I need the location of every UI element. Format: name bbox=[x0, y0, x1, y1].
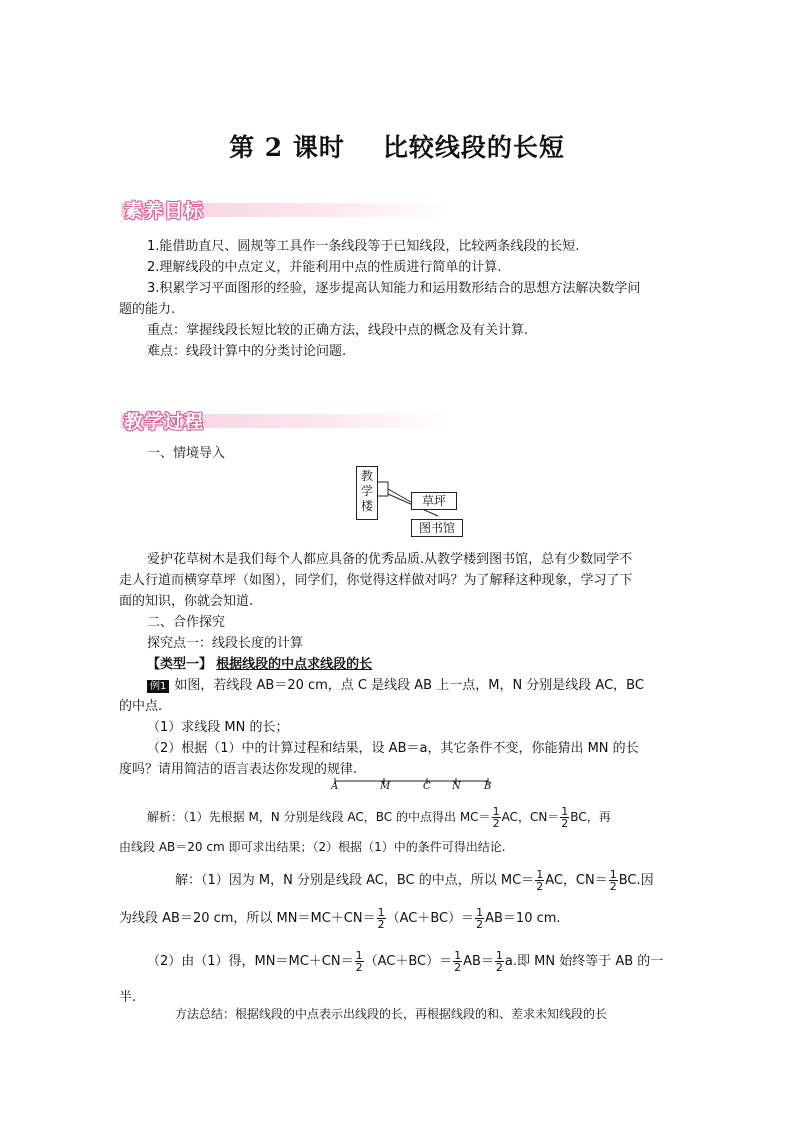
section-heading: 一、情境导入 bbox=[147, 446, 226, 461]
point-label-n: N bbox=[452, 781, 461, 792]
solution-line: 为线段 AB＝20 cm，所以 MN＝MC＋CN＝ $\frac{1}{2}$ （AC＋BC）＝ $\frac{1}{2}$ AB＝10 cm. bbox=[119, 906, 561, 931]
point-label-a: A bbox=[331, 781, 339, 792]
question-2: （2）根据（1）中的计算过程和结果，设 AB＝a，其它条件不变，你能猜出 MN 的长 bbox=[147, 741, 639, 756]
page-title: 第 2 课时 比较线段的长短 bbox=[229, 133, 565, 162]
process-banner bbox=[121, 410, 451, 434]
solution-line: 半. bbox=[119, 990, 137, 1005]
example-line: 例1 如图，若线段 AB＝20 cm，点 C 是线段 AB 上一点，M，N 分别是线段 AC，BC bbox=[147, 674, 644, 693]
fraction: $\frac{1}{2}$ bbox=[377, 906, 385, 931]
goal-item: 3.积累学习平面图形的经验，逐步提高认知能力和运用数形结合的思想方法解决数学问 bbox=[147, 281, 641, 296]
goal-item: 题的能力. bbox=[119, 302, 176, 317]
intro-line: 走人行道而横穿草坪（如图），同学们，你觉得这样做对吗？为了解释这种现象，学习了下 bbox=[119, 573, 633, 588]
type-heading: 【类型一】 根据线段的中点求线段的长 bbox=[147, 657, 373, 672]
fraction: $\frac{1}{2}$ bbox=[492, 805, 500, 830]
solution-line: 解：（1）因为 M，N 分别是线段 AC，BC 的中点，所以 MC＝ $\frac{1}{2}$ AC，CN＝ $\frac{1}{2}$ BC.因 bbox=[175, 868, 654, 893]
process-banner-label: 教学过程 bbox=[124, 411, 205, 433]
explore-heading: 探究点一：线段长度的计算 bbox=[147, 636, 304, 651]
method-summary: 方法总结：根据线段的中点表示出线段的长，再根据线段的和、差求未知线段的长 bbox=[175, 1007, 608, 1021]
solution-line: （2）由（1）得，MN＝MC＋CN＝ $\frac{1}{2}$ （AC＋BC）＝ $\frac{1}{2}$ AB＝ $\frac{1}{2}$ a.即 MN 始终等于 AB 的一 bbox=[147, 949, 664, 974]
analysis-line: 解析：（1）先根据 M，N 分别是线段 AC，BC 的中点得出 MC＝ $\frac{1}{2}$ AC，CN＝ $\frac{1}{2}$ BC，再 bbox=[147, 805, 611, 830]
library-box: 图书馆 bbox=[411, 519, 463, 537]
analysis-line: 由线段 AB＝20 cm 即可求出结果；（2）根据（1）中的条件可得出结论. bbox=[119, 840, 506, 854]
example-tag: 例1 bbox=[147, 680, 169, 693]
fraction: $\frac{1}{2}$ bbox=[609, 868, 617, 893]
goal-item: 1.能借助直尺、圆规等工具作一条线段等于已知线段，比较两条线段的长短. bbox=[147, 239, 580, 254]
lawn-box: 草坪 bbox=[411, 492, 457, 510]
intro-line: 面的知识，你就会知道. bbox=[119, 594, 254, 609]
fraction: $\frac{1}{2}$ bbox=[495, 949, 503, 974]
goals-banner-label: 素养目标 bbox=[124, 200, 205, 222]
key-point: 重点：掌握线段长短比较的正确方法，线段中点的概念及有关计算. bbox=[147, 323, 529, 338]
building-box: 教学楼 bbox=[356, 466, 378, 520]
segment-line bbox=[330, 776, 494, 786]
goals-banner bbox=[121, 199, 451, 223]
segment-figure bbox=[330, 776, 494, 796]
campus-diagram bbox=[356, 464, 466, 539]
goal-item: 2.理解线段的中点定义，并能利用中点的性质进行简单的计算. bbox=[147, 260, 502, 275]
fraction: $\frac{1}{2}$ bbox=[476, 906, 484, 931]
section-heading: 二、合作探究 bbox=[147, 615, 226, 630]
example-line: 的中点. bbox=[119, 699, 163, 714]
point-label-m: M bbox=[380, 781, 391, 792]
difficult-point: 难点：线段计算中的分类讨论问题. bbox=[147, 344, 347, 359]
fraction: $\frac{1}{2}$ bbox=[454, 949, 462, 974]
intro-line: 爱护花草树木是我们每个人都应具备的优秀品质.从教学楼到图书馆，总有少数同学不 bbox=[147, 552, 633, 567]
fraction: $\frac{1}{2}$ bbox=[536, 868, 544, 893]
question-1: （1）求线段 MN 的长； bbox=[147, 720, 289, 735]
fraction: $\frac{1}{2}$ bbox=[561, 805, 569, 830]
fraction: $\frac{1}{2}$ bbox=[355, 949, 363, 974]
point-label-b: B bbox=[484, 781, 492, 792]
point-label-c: C bbox=[423, 781, 431, 792]
question-2-cont: 度吗？请用简洁的语言表达你发现的规律. bbox=[119, 762, 358, 777]
